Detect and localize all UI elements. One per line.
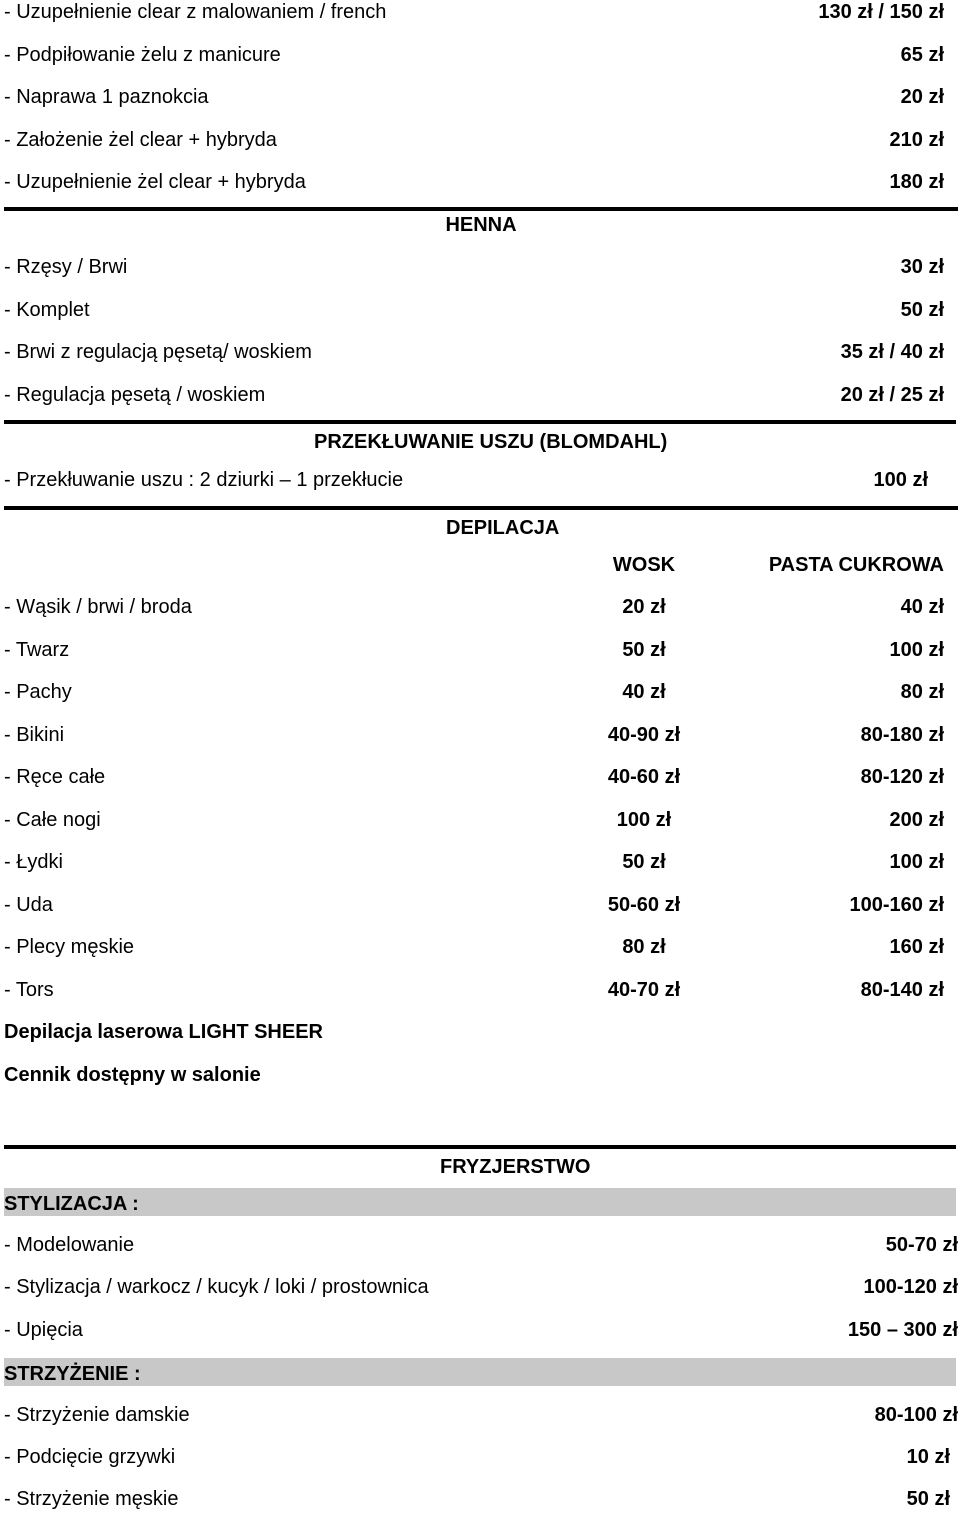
service-label: - Uzupełnienie clear z malowaniem / french [4,1,387,23]
pasta-price: 100-160 zł [849,894,944,916]
depilation-column-headers [4,550,944,580]
service-price: 20 zł [900,86,944,108]
price-row [4,252,944,282]
service-price: 50 zł [900,299,944,321]
price-row [4,40,944,70]
price-row [4,337,944,367]
pasta-price: 100 zł [889,851,944,873]
pasta-price: 100 zł [889,639,944,661]
subsection-header-styling [4,1188,956,1216]
price-row [4,82,944,112]
service-label: - Naprawa 1 paznokcia [4,86,209,108]
wosk-price: 100 zł [616,809,672,831]
price-row [4,1315,958,1345]
price-row [4,1400,958,1430]
service-label: - Podcięcie grzywki [4,1446,176,1468]
price-row [4,1484,950,1514]
section-header-piercing [4,420,956,453]
price-row [4,125,944,155]
price-row [4,380,944,410]
depilation-row [4,720,944,750]
depilation-row [4,592,944,622]
section-title: HENNA [445,214,517,236]
laser-depilation-note: Depilacja laserowa LIGHT SHEER [4,1021,323,1043]
service-label: - Bikini [4,724,65,746]
depilation-row [4,975,944,1005]
service-price: 210 zł [889,129,944,151]
service-price: 20 zł / 25 zł [840,384,944,406]
section-header-hair [4,1145,956,1178]
depilation-row [4,805,944,835]
pasta-price: 80-140 zł [860,979,944,1001]
service-price: 35 zł / 40 zł [840,341,944,363]
service-label: - Plecy męskie [4,936,135,958]
price-row [4,167,944,197]
service-label: - Regulacja pęsetą / woskiem [4,384,266,406]
service-price: 100-120 zł [863,1276,958,1298]
depilation-row [4,677,944,707]
pasta-price: 40 zł [900,596,944,618]
pasta-price: 200 zł [889,809,944,831]
pasta-price: 80-120 zł [860,766,944,788]
wosk-price: 50 zł [622,851,666,873]
price-row [4,1230,958,1260]
service-price: 30 zł [900,256,944,278]
service-label: - Rzęsy / Brwi [4,256,128,278]
pasta-price: 80-180 zł [860,724,944,746]
service-label: - Założenie żel clear + hybryda [4,129,277,151]
wosk-price: 50-60 zł [607,894,681,916]
service-price: 10 zł [906,1446,950,1468]
pasta-price: 160 zł [889,936,944,958]
section-header-henna [4,207,958,237]
price-row [4,295,944,325]
service-price: 80-100 zł [874,1404,958,1426]
price-row [4,1442,950,1472]
service-label: - Strzyżenie męskie [4,1488,179,1510]
wosk-price: 40-60 zł [607,766,681,788]
service-label: - Tors [4,979,54,1001]
subsection-title: STRZYŻENIE : [4,1363,141,1385]
service-label: - Stylizacja / warkocz / kucyk / loki / prostownica [4,1276,429,1298]
service-price: 50 zł [906,1488,950,1510]
subsection-title: STYLIZACJA : [4,1193,139,1215]
price-row [4,465,928,495]
service-price: 50-70 zł [885,1234,958,1256]
depilation-row [4,635,944,665]
service-price: 180 zł [889,171,944,193]
subsection-header-haircut [4,1358,956,1386]
service-price: 150 – 300 zł [847,1319,958,1341]
service-label: - Wąsik / brwi / broda [4,596,192,618]
depilation-row [4,847,944,877]
column-header-pasta: PASTA CUKROWA [768,554,944,576]
depilation-row [4,932,944,962]
wosk-price: 40 zł [622,681,666,703]
service-price: 65 zł [900,44,944,66]
section-title: DEPILACJA [446,517,560,539]
price-row [4,0,944,27]
service-label: - Modelowanie [4,1234,135,1256]
salon-pricelist-note: Cennik dostępny w salonie [4,1064,261,1086]
service-price: 130 zł / 150 zł [818,1,944,23]
service-label: - Ręce całe [4,766,106,788]
wosk-price: 80 zł [622,936,666,958]
wosk-price: 20 zł [622,596,666,618]
service-label: - Komplet [4,299,90,321]
service-label: - Pachy [4,681,72,703]
service-label: - Całe nogi [4,809,101,831]
service-label: - Łydki [4,851,63,873]
service-label: - Podpiłowanie żelu z manicure [4,44,281,66]
price-row [4,1272,958,1302]
wosk-price: 50 zł [622,639,666,661]
service-label: - Przekłuwanie uszu : 2 dziurki – 1 przekłucie [4,469,404,491]
service-label: - Uda [4,894,53,916]
wosk-price: 40-90 zł [607,724,681,746]
section-title: FRYZJERSTWO [440,1156,591,1178]
depilation-row [4,762,944,792]
service-label: - Strzyżenie damskie [4,1404,190,1426]
wosk-price: 40-70 zł [607,979,681,1001]
section-header-depilation [4,506,958,539]
pasta-price: 80 zł [900,681,944,703]
service-label: - Brwi z regulacją pęsetą/ woskiem [4,341,312,363]
service-label: - Uzupełnienie żel clear + hybryda [4,171,306,193]
section-title: PRZEKŁUWANIE USZU (BLOMDAHL) [314,431,668,453]
column-header-wosk: WOSK [612,554,676,576]
service-price: 100 zł [873,469,928,491]
service-label: - Upięcia [4,1319,83,1341]
depilation-row [4,890,944,920]
service-label: - Twarz [4,639,70,661]
